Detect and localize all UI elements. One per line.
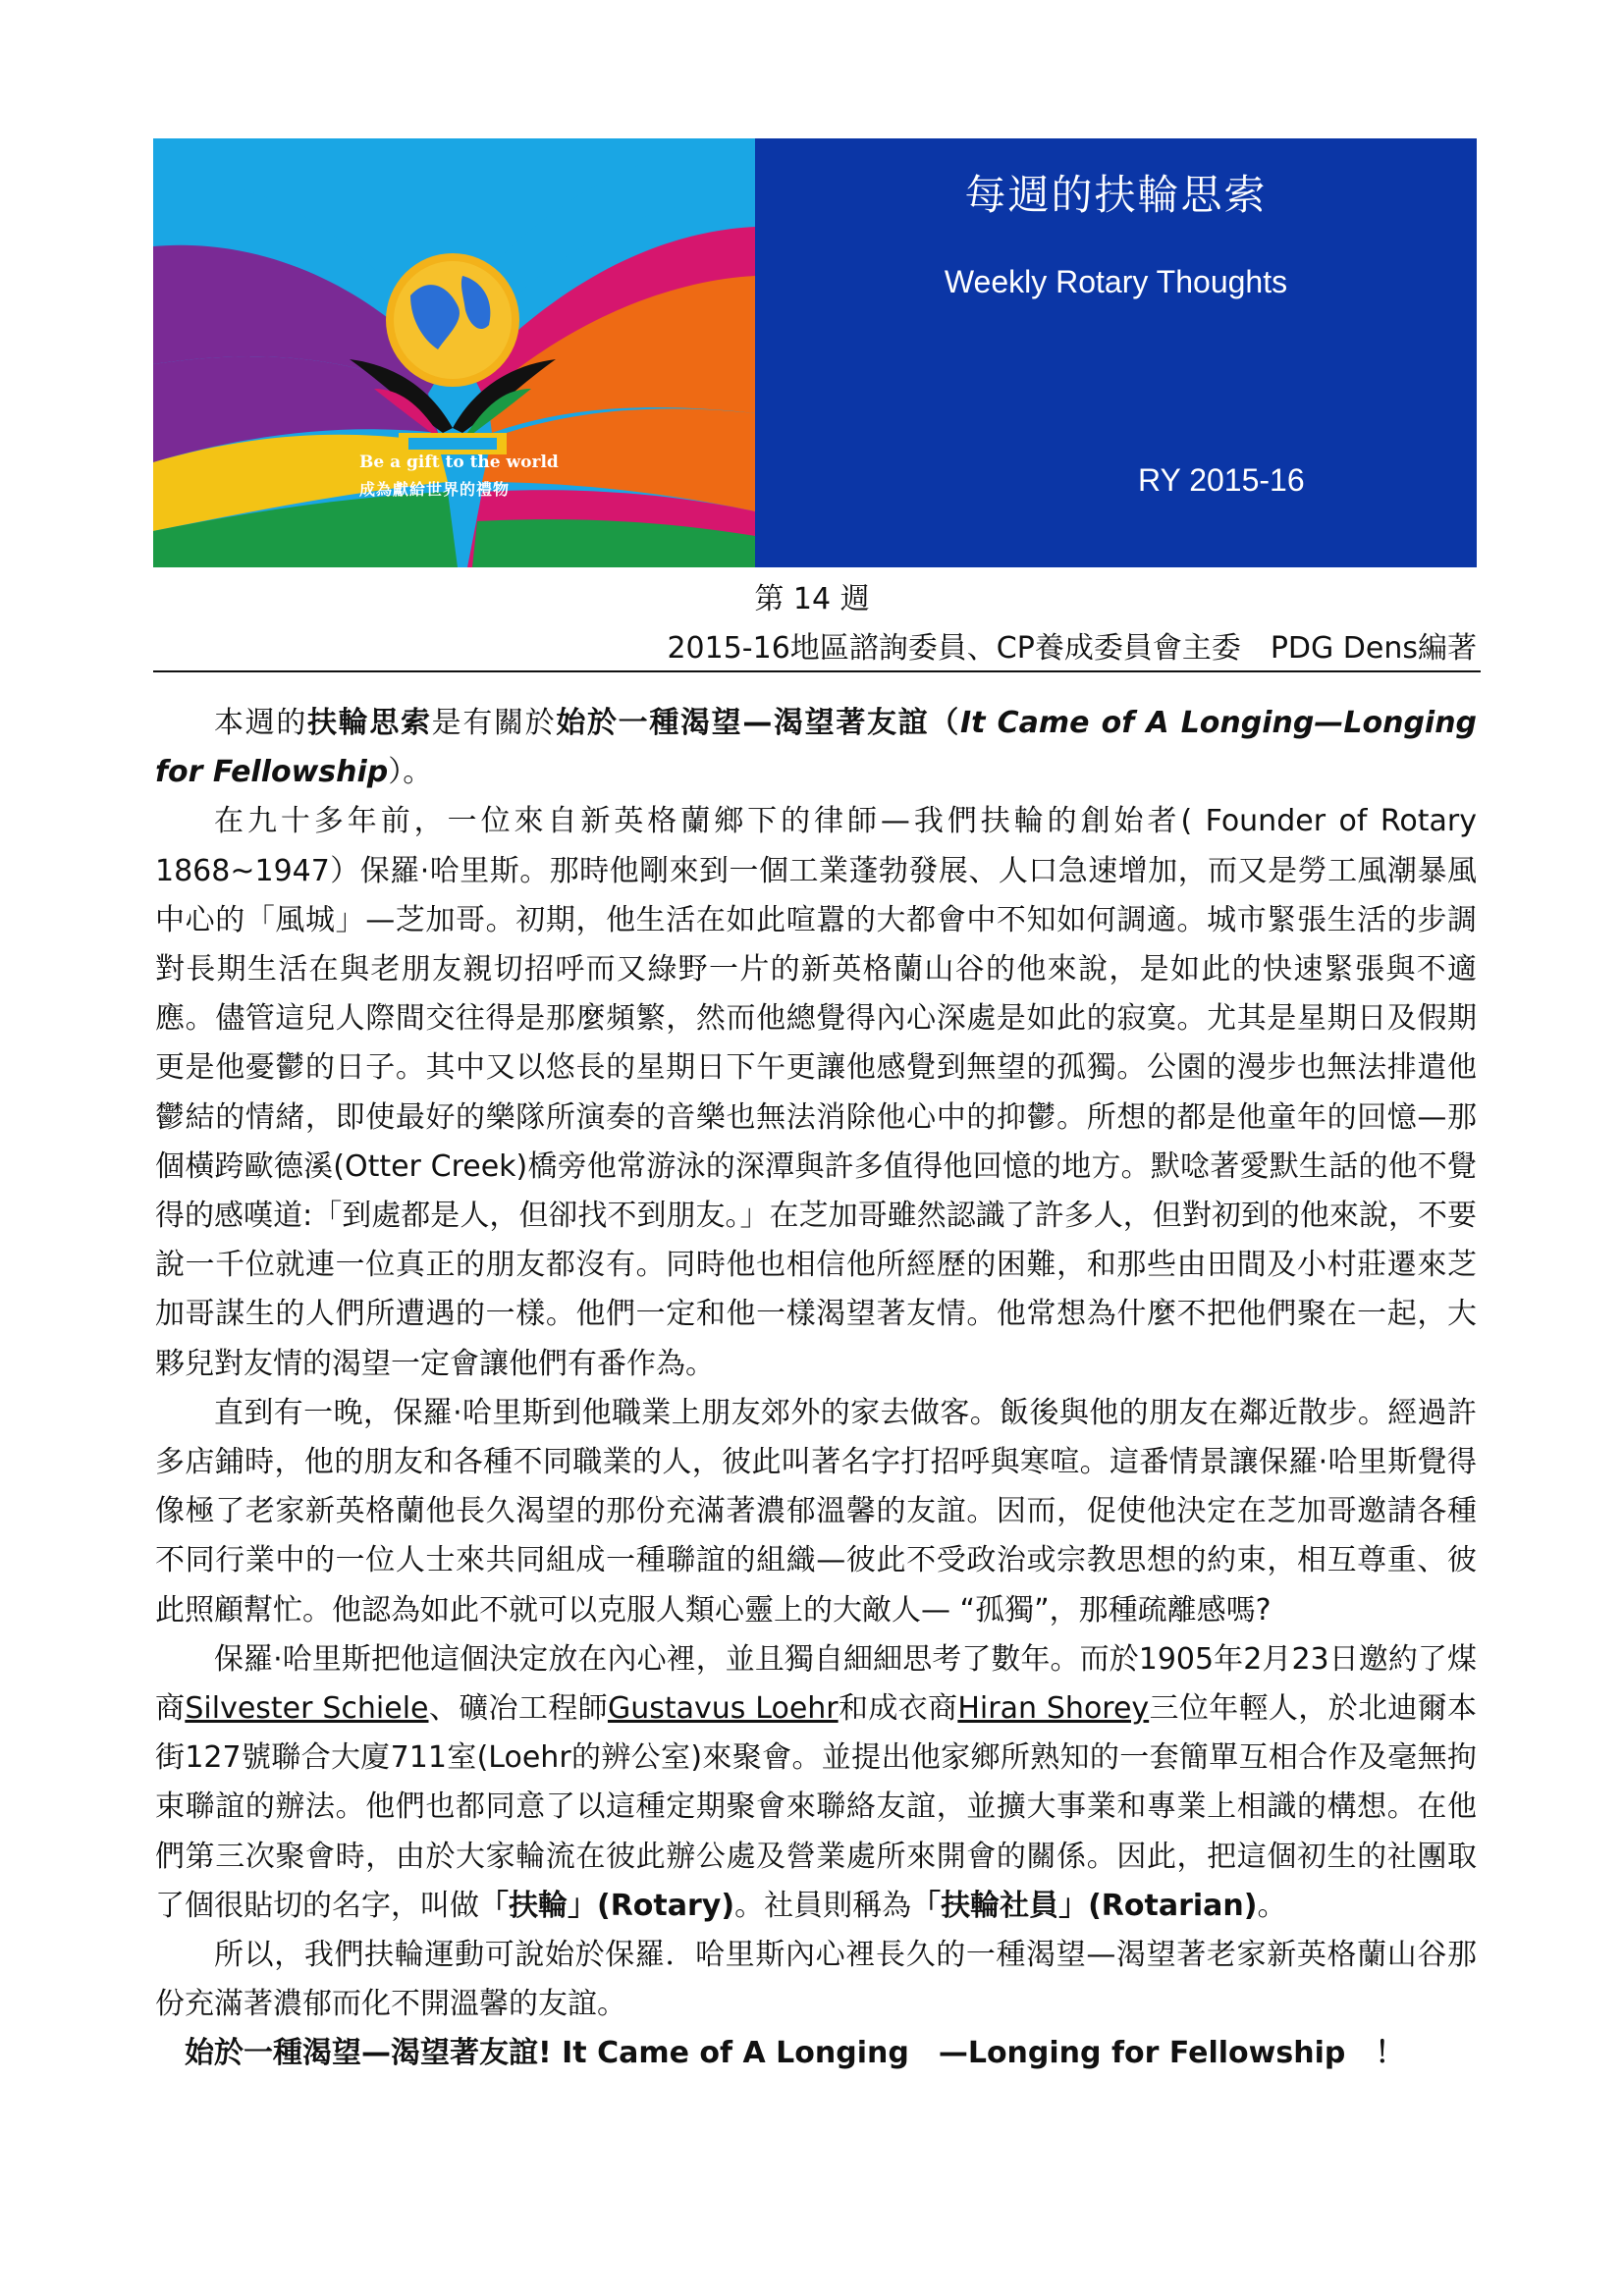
rotary-year: RY 2015-16	[1138, 462, 1305, 498]
rainbow-globe-logo	[153, 138, 755, 567]
intro-text-3: ）。	[388, 755, 433, 790]
paragraph-3: 直到有一晚，保羅·哈里斯到他職業上朋友郊外的家去做客。飯後與他的朋友在鄰近散步。經過許多店鋪時，他的朋友和各種不同職業的人，彼此叫著名字打招呼與寒喧。這番情景讓保羅·哈里斯覺得像極了老家新英格蘭他長久渴望的那份充滿著濃郁溫馨的友誼。因而，促使他決定在芝加哥邀請各種不同行業中的一位人士來共同組成一種聯誼的組織—彼此不受政治或宗教思想的約束，相互尊重、彼此照顧幫忙。他認為如此不就可以克服人類心靈上的大敵人— “孤獨”，那種疏離感嗎?	[155, 1395, 1477, 1628]
p4-text-4: 三位年輕人，於北迪爾本街127號聯合大廈711室(Loehr的辨公室)來聚會。並提出他家鄉所熟知的一套簡單互相合作及毫無拘束聯誼的辦法。他們也都同意了以這種定期聚會來聯絡友誼，並擴大事業和專業上相識的構想。在他們第三次聚會時，由於大家輪流在彼此辦公處及營業處所來開會的關係。因此，把這個初生的社團取了個很貼切的名字，叫做	[155, 1691, 1478, 1923]
intro-text-1: 本週的	[214, 706, 307, 740]
logo-slogan-en: Be a gift to the world	[359, 453, 559, 472]
article-body	[155, 699, 1477, 2079]
name-gustavus-loehr: Gustavus Loehr	[607, 1691, 839, 1727]
intro-bold-2: 始於一種渴望—渴望著友誼（	[556, 706, 960, 740]
p4-text-1: 保羅·哈里斯把他這個決定放在內心裡，並且獨自細細思考了數年。而於1905年2月23日邀約了煤商	[155, 1641, 1477, 1727]
intro-text-2: 是有關於	[431, 706, 557, 740]
paragraph-4	[155, 1635, 1477, 1931]
paragraph-intro	[155, 699, 1477, 797]
p4-text-3: 和成衣商	[838, 1691, 958, 1727]
p4-text-2: 、礦冶工程師	[428, 1691, 608, 1727]
rotarian-term: 「扶輪社員」(Rotarian)	[911, 1888, 1258, 1923]
intro-english-title: It Came of A Longing—Longing for Fellowship	[155, 706, 1478, 790]
p4-text-6: 。	[1257, 1888, 1287, 1923]
banner-title-panel	[755, 138, 1477, 567]
rotary-term: 「扶輪」(Rotary)	[479, 1888, 735, 1923]
p4-text-5: 。社員則稱為	[734, 1888, 912, 1923]
banner-artwork	[153, 138, 755, 567]
logo-slogan-zh: 成為獻給世界的禮物	[359, 480, 511, 499]
compiler-credit: 2015-16地區諮詢委員、CP養成委員會主委 PDG Dens編著	[667, 631, 1477, 666]
title-english: Weekly Rotary Thoughts	[944, 264, 1288, 299]
title-chinese: 每週的扶輪思索	[964, 171, 1268, 219]
intro-bold-1: 扶輪思索	[307, 706, 432, 740]
name-silvester-schiele: Silvester Schiele	[185, 1691, 429, 1727]
name-hiran-shorey: Hiran Shorey	[957, 1691, 1150, 1727]
paragraph-5: 所以，我們扶輪運動可說始於保羅．哈里斯內心裡長久的一種渴望—渴望著老家新英格蘭山谷那份充滿著濃郁而化不開溫馨的友誼。	[155, 1938, 1477, 2022]
paragraph-2: 在九十多年前，一位來自新英格蘭鄉下的律師—我們扶輪的創始者( Founder of Rotary 1868~1947）保羅·哈里斯。那時他剛來到一個工業蓬勃發展、人口急速增加，而又是勞工風潮暴風中心的「風城」—芝加哥。初期，他生活在如此喧囂的大都會中不知如何調適。城市緊張生活的步調對長期生活在與老朋友親切招呼而又綠野一片的新英格蘭山谷的他來說，是如此的快速緊張與不適應。儘管這兒人際間交往得是那麼頻繁，然而他總覺得內心深處是如此的寂寞。尤其是星期日及假期更是他憂鬱的日子。其中又以悠長的星期日下午更讓他感覺到無望的孤獨。公園的漫步也無法排遣他鬱結的情緒，即使最好的樂隊所演奏的音樂也無法消除他心中的抑鬱。所想的都是他童年的回憶—那個橫跨歐德溪(Otter Creek)橋旁他常游泳的深潭與許多值得他回憶的地方。默唸著愛默生話的他不覺得的感嘆道:「到處都是人，但卻找不到朋友。」在芝加哥雖然認識了許多人，但對初到的他來說，不要說一千位就連一位真正的朋友都沒有。同時他也相信他所經歷的困難，和那些由田間及小村莊遷來芝加哥謀生的人們所遭遇的一樣。他們一定和他一樣渴望著友情。他常想為什麼不把他們聚在一起，大夥兒對友情的渴望一定會讓他們有番作為。	[155, 804, 1477, 1381]
header-divider	[153, 670, 1481, 672]
week-number: 第 14 週	[754, 582, 870, 616]
header-banner	[153, 138, 1477, 567]
closing-line: 始於一種渴望—渴望著友誼! It Came of A Longing —Longing for Fellowship ！	[185, 2036, 1405, 2071]
